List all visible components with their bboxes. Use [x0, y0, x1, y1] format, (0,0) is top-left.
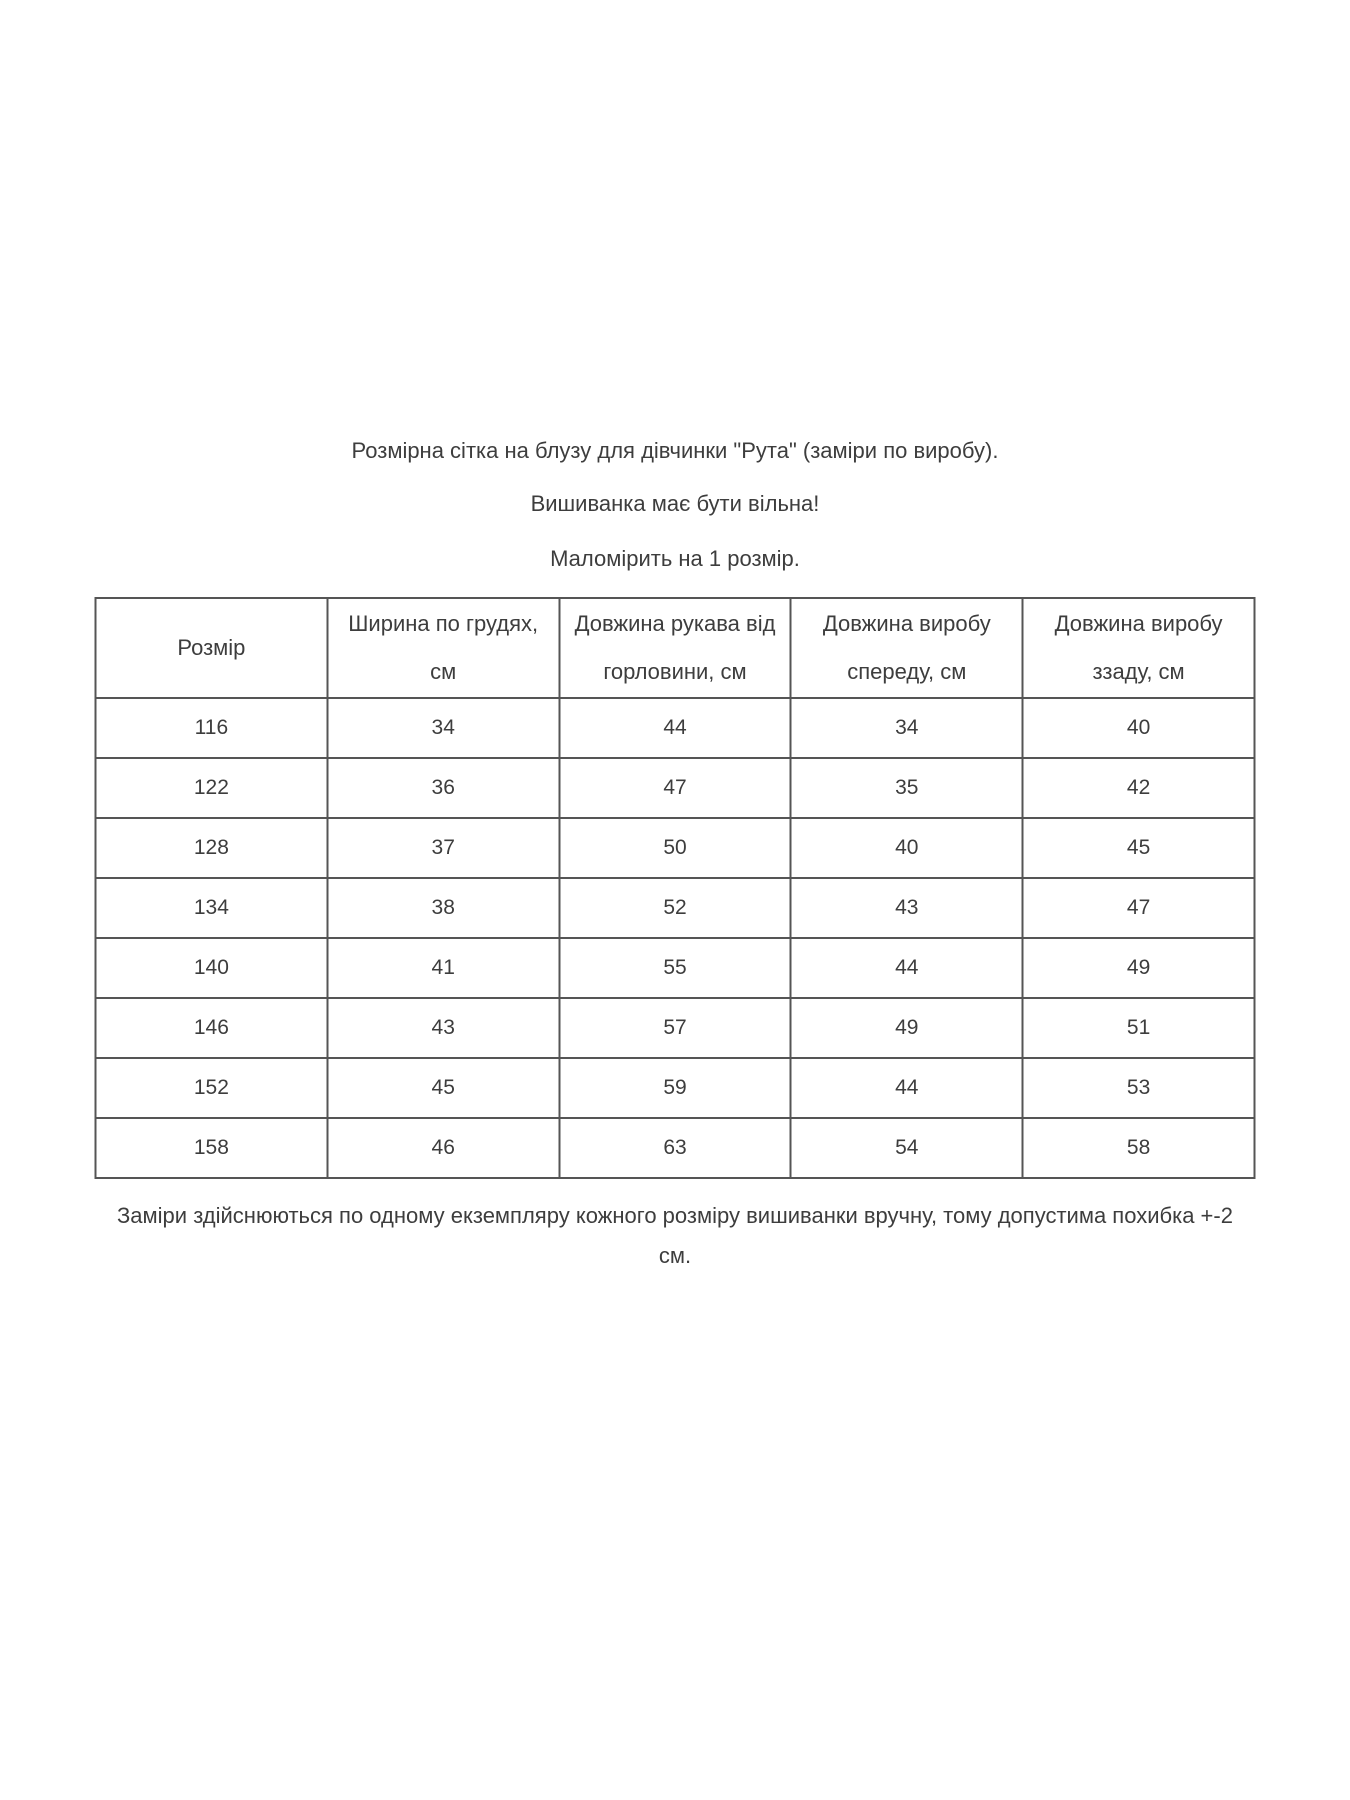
table-cell: 55 [559, 938, 791, 998]
table-cell: 42 [1023, 758, 1255, 818]
loose-fit-note: Вишиванка має бути вільна! [530, 491, 820, 516]
table-row [96, 878, 1255, 938]
table-cell: 46 [327, 1118, 559, 1178]
table-cell: 35 [791, 758, 1023, 818]
header-cell-back-length: Довжина виробу ззаду, см [1023, 598, 1255, 698]
table-cell: 134 [96, 878, 328, 938]
table-cell: 49 [791, 998, 1023, 1058]
header-cell-front-length: Довжина виробу спереду, см [791, 598, 1023, 698]
table-cell: 40 [791, 818, 1023, 878]
table-cell: 37 [327, 818, 559, 878]
table-row [96, 818, 1255, 878]
table-cell: 34 [791, 698, 1023, 758]
table-cell: 116 [96, 698, 328, 758]
table-cell: 59 [559, 1058, 791, 1118]
header-cell-chest-width: Ширина по грудях, см [327, 598, 559, 698]
table-cell: 58 [1023, 1118, 1255, 1178]
table-cell: 36 [327, 758, 559, 818]
note-line-2: см. [658, 1243, 692, 1268]
table-cell: 44 [791, 1058, 1023, 1118]
header-cell-size: Розмір [96, 598, 328, 698]
table-cell: 45 [1023, 818, 1255, 878]
table-cell: 63 [559, 1118, 791, 1178]
table-cell: 53 [1023, 1058, 1255, 1118]
table-cell: 49 [1023, 938, 1255, 998]
table-cell: 52 [559, 878, 791, 938]
table-cell: 47 [559, 758, 791, 818]
header-cell-sleeve-length: Довжина рукава від горловини, см [559, 598, 791, 698]
table-cell: 38 [327, 878, 559, 938]
table-row [96, 758, 1255, 818]
table-cell: 140 [96, 938, 328, 998]
table-cell: 158 [96, 1118, 328, 1178]
table-cell: 34 [327, 698, 559, 758]
table-header-row [96, 598, 1255, 698]
table-cell: 47 [1023, 878, 1255, 938]
table-cell: 43 [791, 878, 1023, 938]
table-row [96, 998, 1255, 1058]
table-cell: 41 [327, 938, 559, 998]
size-chart-table [95, 597, 1256, 1179]
note-line-1: Заміри здійснюються по одному екземпляру кожного розміру вишиванки вручну, тому допустима похибка +-2 [117, 1203, 1233, 1228]
table-cell: 152 [96, 1058, 328, 1118]
table-cell: 44 [559, 698, 791, 758]
table-cell: 43 [327, 998, 559, 1058]
table-cell: 57 [559, 998, 791, 1058]
table-row [96, 1118, 1255, 1178]
table-row [96, 938, 1255, 998]
table-cell: 146 [96, 998, 328, 1058]
table-cell: 128 [96, 818, 328, 878]
table-cell: 54 [791, 1118, 1023, 1178]
table-cell: 50 [559, 818, 791, 878]
runs-small-note: Маломірить на 1 розмір. [550, 546, 800, 571]
table-cell: 122 [96, 758, 328, 818]
table-cell: 44 [791, 938, 1023, 998]
size-chart-title: Розмірна сітка на блузу для дівчинки "Рута" (заміри по виробу). [351, 438, 999, 463]
table-row [96, 698, 1255, 758]
table-cell: 51 [1023, 998, 1255, 1058]
table-cell: 45 [327, 1058, 559, 1118]
table-row [96, 1058, 1255, 1118]
table-cell: 40 [1023, 698, 1255, 758]
measurement-tolerance-note [0, 1196, 1350, 1276]
